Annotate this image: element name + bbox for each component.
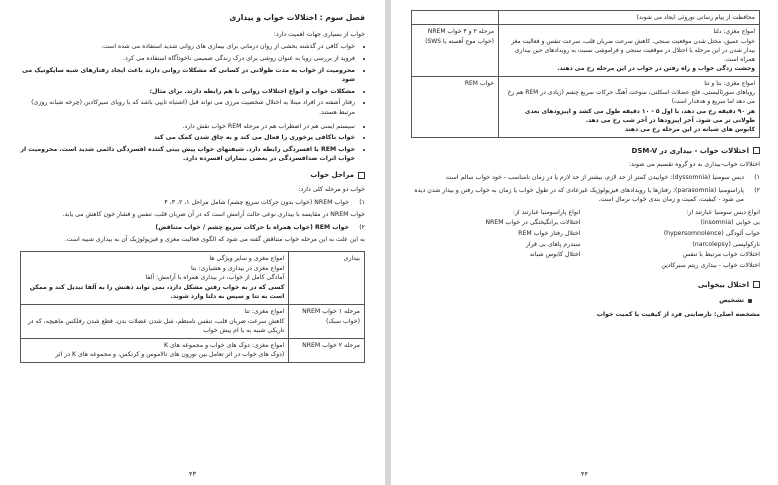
item-number: ۲) xyxy=(359,223,365,231)
cell-title: امواج مغزی: تتا xyxy=(244,308,285,316)
list-item: سندرم پاهای بی قرار xyxy=(525,240,581,248)
table-content-cell xyxy=(21,338,289,362)
checkbox-square-icon xyxy=(753,147,760,154)
list-item: اختلالات خواب مرتبط با تنفس xyxy=(682,251,760,259)
body-paragraph: مشخصه اصلی: نارضایتی فرد از کیفیت یا کمیت خواب xyxy=(596,311,760,319)
section-intro: خواب دو مرحله کلی دارد: xyxy=(298,185,365,193)
cell-line: (دوک های خواب در اثر تعامل بین نورون های تالاموس و کرتکس، و مجموعه های K در اثر xyxy=(55,351,285,359)
section-title: اختلال بیخوابی xyxy=(697,280,749,289)
list-item: بی خوابی (insomnia) xyxy=(700,219,760,227)
list-item: اختلالات خواب - بیداری ریتم سیرکادین xyxy=(661,261,760,269)
importance-list xyxy=(20,42,365,117)
checkbox-square-icon xyxy=(358,172,365,179)
subsection-title: تشخیص xyxy=(719,296,744,305)
cell-line: امواج مغزی در بیداری و هشیاری: بتا xyxy=(190,264,285,272)
chapter-title: فصل سوم : اختلالات خواب و بیداری xyxy=(229,13,365,22)
table-row xyxy=(21,305,365,339)
section-title: اختلالات خواب - بیداری در DSM-V xyxy=(631,146,749,155)
table-content-cell xyxy=(499,76,760,137)
right-page xyxy=(391,0,778,485)
table-row xyxy=(412,11,760,25)
column-title: انواع دیس سومنیا عبارتند از: xyxy=(686,208,760,216)
cell-line: کابوس های شبانه در این مرحله رخ می دهند xyxy=(625,126,755,134)
list-item: نارکولپسی (narcolepsy) xyxy=(692,240,760,248)
table-content-cell: محافظت از پیام رسانی نوروئی ایجاد می شوند) xyxy=(499,11,760,25)
cell-title: امواج مغزی: دلتا xyxy=(713,28,755,36)
item-number: ۱) xyxy=(359,198,365,206)
checkbox-square-icon xyxy=(753,281,760,288)
table-content-cell xyxy=(499,25,760,76)
dyssomnia-column xyxy=(591,208,761,272)
list-item: • خواب ناکافی پرخوری را فعال می کند و به چاق شدن کمک می کند xyxy=(20,133,355,143)
item-number: ۱) xyxy=(754,174,760,182)
list-item: اختلالات برانگیختگی در خواب NREM xyxy=(485,219,581,227)
left-page xyxy=(0,0,385,485)
item-number: ۲) xyxy=(754,186,760,194)
cell-line: وحشت زدگی خواب و راه رفتن در خواب در این مرحله رخ می دهند. xyxy=(557,65,755,73)
section-title: مراحل خواب xyxy=(310,171,354,180)
item-text: پاراسومنیا (parasomnia): رفتارها یا رویدادهای فیزیولوژیک غیرعادی که در طول خواب یا زمان به خواب رفتن و بیدار شدن دیده می شود - کیفیت، کمیت و زمان بندی خواب نرمال است. xyxy=(414,186,744,204)
section-heading xyxy=(411,146,760,157)
table-label-cell: بیداری xyxy=(289,251,365,304)
list-item: • مشکلات خواب و انواع اختلالات روانی با هم رابطه دارند. برای مثال: xyxy=(20,87,355,97)
cell-line: بیدار شدن در این مرحله با احتلال در موقعیت سنجی و فراموشی نسبت به رویدادهای حین بیداری همراه است. xyxy=(514,46,755,64)
table-content-cell xyxy=(21,251,289,304)
numbered-item xyxy=(411,173,760,183)
list-item: اختلال کابوس شبانه xyxy=(529,251,581,259)
table-row xyxy=(21,338,365,362)
numbered-item xyxy=(411,186,760,205)
list-item: خواب آلودگی (hypersomnolence) xyxy=(663,230,760,238)
section-intro: اختلالات خواب-بیداری به دو گروه تقسیم می شوند: xyxy=(628,161,760,169)
table-label-cell: خواب REM xyxy=(412,76,499,137)
table-label-cell xyxy=(412,11,499,25)
table-row xyxy=(412,25,760,76)
table-label-cell: مرحله ۳ و ۴ خواب NREM (خواب موج آهسته یا SWS) xyxy=(412,25,499,76)
cell-title: امواج مغزی: بتا و تتا xyxy=(704,79,755,87)
list-item: • محرومیت از خواب به مدت طولانی در کسانی که مشکلات روانی دارند باعث ایجاد رفتارهای شبه سایکوتیک می شود xyxy=(20,66,355,85)
cell-line: کاهش سرعت ضربان قلب، تنفس نامنظم، شل شدن عضلات بدن، قطع شدن رفلکس ماهیچه، که در تاریکی شبیه به یا ام پیش خواب xyxy=(27,317,285,335)
page-number: ۴۳ xyxy=(189,469,196,478)
cell-line: هر ۹۰ دقیقه رخ می دهد، با اول ۵ - ۱۰ دقیقه طول می کشد و اپیزودهای بعدی طولانی تر می شود. آخر اپیزودها در آخر شب رخ می دهد. xyxy=(524,107,755,124)
list-item: • فروید از بررسی رویا به عنوان روشی برای درک زندگی ضمیمی ناخودآگاه استفاده می کرد. xyxy=(20,54,355,64)
list-item: • خواب REM با افسردگی رابطه دارد. شیفتهای خواب پیش بینی کننده افسردگی دائمی شدید است. محرومیت از خواب اثرات ضدافسردگی در بعضی بیماران افسرده دارد. xyxy=(20,145,355,164)
list-item: • خواب کافی در گذشته بخشی از روان درمانی برای بیماری های روانی شدید استفاده می شده است. xyxy=(20,42,355,52)
cell-line: کسی که در به خواب رفتن مشکل دارد، نمی تواند ذهنش را به آلفا تبدیل کند و ممکن است به تتا و سپس به دلتا وارد شوند. xyxy=(29,283,285,301)
section-heading xyxy=(411,280,760,291)
sleep-stages-table xyxy=(20,251,365,363)
item-text: دیس سومنیا (dyssomnia): خوابیدن کمتر از حد لازم، بیشتر از حد لازم یا در زمان نامناسب - خود خواب سالم است xyxy=(445,174,744,182)
column-title: انواع پاراسومنیا عبارتند از: xyxy=(512,208,581,216)
table-label-cell: مرحله ۲ خواب NREM xyxy=(289,338,365,362)
cell-line: خواب عمیق، مختل شدن موقعیت سنجی، کاهش سرعت ضربان قلب، سرعت تنفس و فعالیت مغز xyxy=(511,37,755,45)
list-item: اختلال رفتار خواب REM xyxy=(518,230,581,238)
cell-title: امواج مغزی و سایر ویژگی ها xyxy=(209,254,285,262)
extra-list xyxy=(20,122,365,164)
numbered-item xyxy=(20,198,365,208)
numbered-item xyxy=(20,223,365,233)
intro-text: خواب از بسیاری جهات اهمیت دارد: xyxy=(273,30,365,38)
table-row xyxy=(21,251,365,304)
cell-line: آمادگی کامل از خواب، در بیداری همراه با آرامش: آلفا xyxy=(145,274,285,282)
sleep-stages-table-continued xyxy=(411,10,760,138)
body-paragraph: به این علت به این مرحله خواب متناقض گفته می شود که الگوی فعالیت مغزی و فیزیولوژیک آن به بیداری شبیه است. xyxy=(64,236,365,244)
body-paragraph: خواب NREM در مقایسه با بیداری نوعی حالت آرامش است که در آن ضربان قلب، تنفس و فشار خون کاهش می یابد. xyxy=(62,211,365,219)
subsection-heading xyxy=(411,296,760,306)
table-content-cell xyxy=(21,305,289,339)
item-text: خواب REM (خواب همراه با حرکات سریع چشم / خواب متناقض) xyxy=(155,223,349,231)
section-heading xyxy=(20,170,365,181)
list-item: • سیستم ایمنی هم در اضطراب هم در مرحله REM خواب نقش دارد. xyxy=(20,122,355,132)
bullet-icon xyxy=(748,299,752,303)
table-label-cell: مرحله ۱ خواب NREM (خواب سبک) xyxy=(289,305,365,339)
item-text: خواب NREM (خواب بدون حرکات سریع چشم) شامل مراحل ۱، ۲، ۳، ۴ xyxy=(164,198,349,206)
table-row xyxy=(412,76,760,137)
parasomnia-column xyxy=(411,208,581,272)
disorder-columns xyxy=(411,208,760,272)
list-item: • رفتار آشفته در افراد مبتلا به اختلال شخصیت مرزی می تواند قبل (اشتباه تایپی باشد که با رویای سیرکادین (چرخه شبانه روزی) مرتبط هستند. xyxy=(20,98,355,117)
cell-line: رویاهای سورئالیستی، فلج عضلات اسکلتی، سوخت آهنگ حرکات سریع چشم (زیادی در REM هم رخ می دهد اما سریع و هدفدار است) xyxy=(507,89,755,106)
page-number: ۴۴ xyxy=(581,469,588,478)
cell-title: امواج مغزی: دوک های خواب و مجموعه های K xyxy=(164,341,285,349)
